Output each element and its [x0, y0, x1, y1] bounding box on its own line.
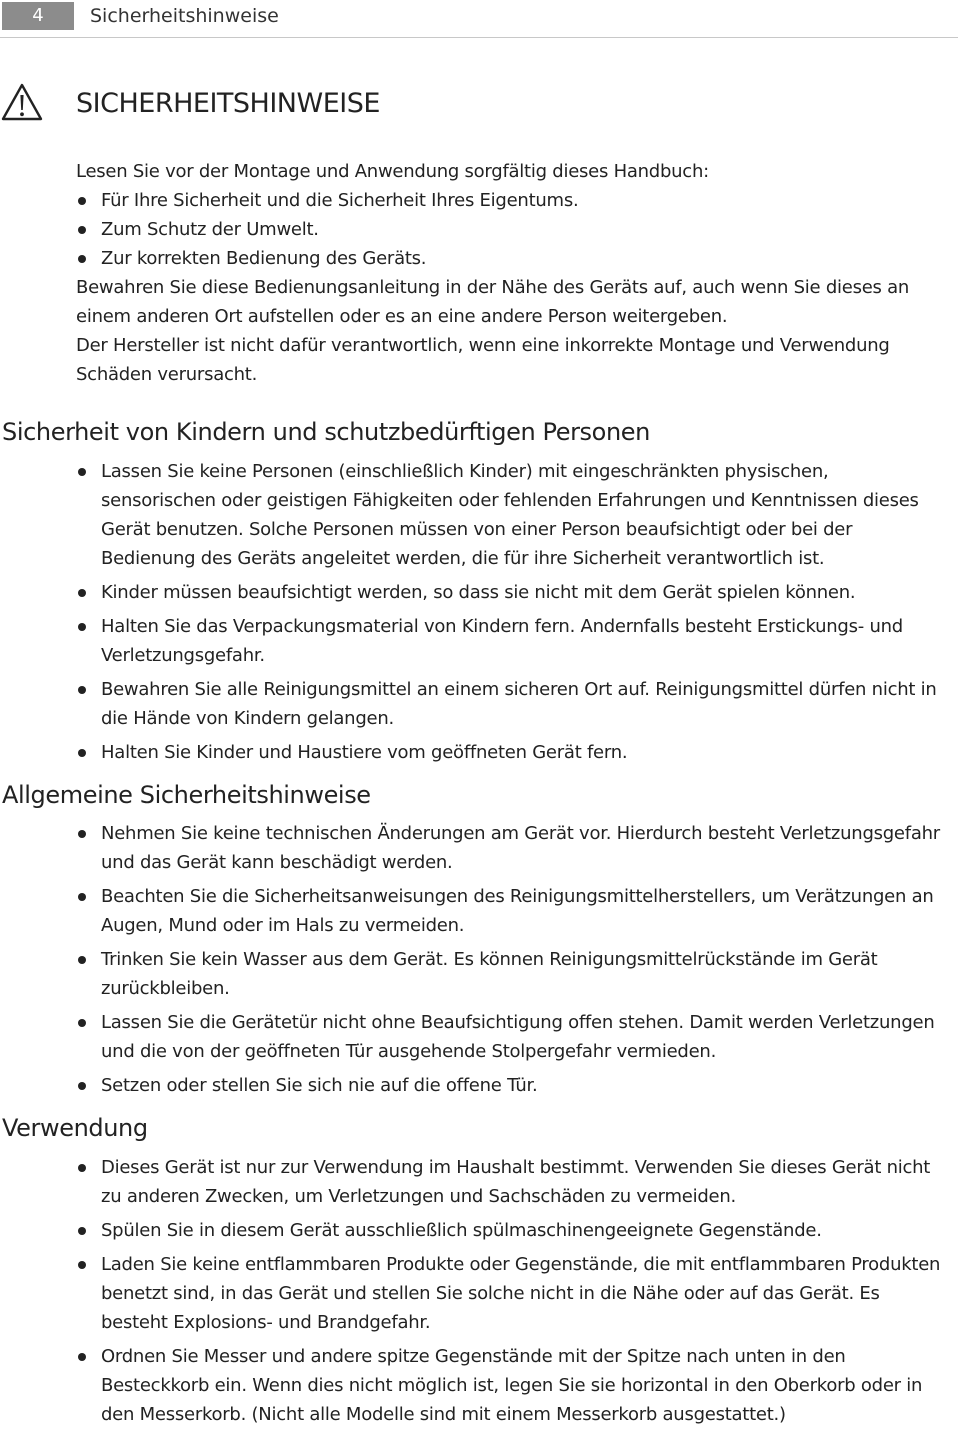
- intro-paragraph: Bewahren Sie diese Bedienungsanleitung in der Nähe des Geräts auf, auch wenn Sie dieses an einem anderen Ort aufstellen oder es an eine andere Person weitergeben.: [76, 277, 910, 327]
- list-item: Bewahren Sie alle Reinigungsmittel an einem sicheren Ort auf. Reinigungsmittel dürfen nicht in die Hände von Kindern gelangen.: [76, 675, 946, 733]
- bullet-icon: [78, 589, 86, 597]
- bullet-icon: [78, 956, 86, 964]
- list-item: Dieses Gerät ist nur zur Verwendung im Haushalt bestimmt. Verwenden Sie dieses Gerät nicht zu anderen Zwecken, um Verletzungen und Sachschäden zu vermeiden.: [76, 1153, 946, 1211]
- intro-block: [76, 157, 946, 389]
- bullet-icon: [78, 197, 86, 205]
- list-item: Laden Sie keine entflammbaren Produkte oder Gegenstände, die mit entflammbaren Produkten benetzt sind, in das Gerät und stellen Sie solche nicht in die Nähe oder auf das Gerät. Es besteht Explosions- und Brandgefahr.: [76, 1250, 946, 1337]
- bullet-icon: [78, 686, 86, 694]
- bullet-list: [76, 457, 946, 767]
- page-header: [0, 0, 960, 32]
- header-title: Sicherheitshinweise: [90, 5, 279, 27]
- bullet-icon: [78, 1082, 86, 1090]
- bullet-list: [76, 1153, 946, 1429]
- bullet-icon: [78, 468, 86, 476]
- bullet-icon: [78, 893, 86, 901]
- list-item: Halten Sie Kinder und Haustiere vom geöffneten Gerät fern.: [76, 738, 946, 767]
- intro-paragraph: Der Hersteller ist nicht dafür verantwortlich, wenn eine inkorrekte Montage und Verwendung Schäden verursacht.: [76, 335, 890, 385]
- intro-bullet-list: [76, 186, 946, 273]
- list-item: Lassen Sie die Gerätetür nicht ohne Beaufsichtigung offen stehen. Damit werden Verletzungen und die von der geöffneten Tür ausgehende Stolpergefahr vermieden.: [76, 1008, 946, 1066]
- bullet-icon: [78, 1261, 86, 1269]
- bullet-icon: [78, 226, 86, 234]
- list-item: Halten Sie das Verpackungsmaterial von Kindern fern. Andernfalls besteht Erstickungs- und Verletzungsgefahr.: [76, 612, 946, 670]
- bullet-icon: [78, 749, 86, 757]
- section-allgemein: [76, 819, 946, 1105]
- section-verwendung: [76, 1153, 946, 1434]
- list-item: Für Ihre Sicherheit und die Sicherheit Ihres Eigentums.: [76, 186, 946, 215]
- list-item: Spülen Sie in diesem Gerät ausschließlich spülmaschinengeeignete Gegenstände.: [76, 1216, 946, 1245]
- bullet-icon: [78, 1353, 86, 1361]
- bullet-icon: [78, 830, 86, 838]
- page-number: 4: [2, 2, 74, 30]
- header-divider: [0, 37, 958, 38]
- list-item: Trinken Sie kein Wasser aus dem Gerät. Es können Reinigungsmittelrückstände im Gerät zurückbleiben.: [76, 945, 946, 1003]
- list-item: Lassen Sie keine Personen (einschließlich Kinder) mit eingeschränkten physischen, sensorischen oder geistigen Fähigkeiten oder fehlenden Erfahrungen und Kenntnissen dieses Gerät benutzen. Solche Personen müssen von einer Person beaufsichtigt oder bei der Bedienung des Geräts angeleitet werden, die für ihre Sicherheit verantwortlich ist.: [76, 457, 946, 573]
- section-kinder: [76, 457, 946, 772]
- warning-triangle-icon: [0, 82, 44, 122]
- bullet-icon: [78, 1227, 86, 1235]
- section-heading-allgemein: Allgemeine Sicherheitshinweise: [2, 781, 371, 809]
- main-title: SICHERHEITSHINWEISE: [76, 88, 380, 119]
- bullet-icon: [78, 623, 86, 631]
- list-item: Setzen oder stellen Sie sich nie auf die offene Tür.: [76, 1071, 946, 1100]
- section-heading-verwendung: Verwendung: [2, 1114, 148, 1142]
- intro-lead: Lesen Sie vor der Montage und Anwendung sorgfältig dieses Handbuch:: [76, 161, 709, 182]
- list-item: Beachten Sie die Sicherheitsanweisungen des Reinigungsmittelherstellers, um Verätzungen an Augen, Mund oder im Hals zu vermeiden.: [76, 882, 946, 940]
- list-item: Zum Schutz der Umwelt.: [76, 215, 946, 244]
- list-item: Zur korrekten Bedienung des Geräts.: [76, 244, 946, 273]
- bullet-icon: [78, 255, 86, 263]
- bullet-list: [76, 819, 946, 1100]
- list-item: Ordnen Sie Messer und andere spitze Gegenstände mit der Spitze nach unten in den Besteckkorb ein. Wenn dies nicht möglich ist, legen Sie sie horizontal in den Oberkorb oder in den Messerkorb. (Nicht alle Modelle sind mit einem Messerkorb ausgestattet.): [76, 1342, 946, 1429]
- list-item: Kinder müssen beaufsichtigt werden, so dass sie nicht mit dem Gerät spielen können.: [76, 578, 946, 607]
- bullet-icon: [78, 1019, 86, 1027]
- list-item: Nehmen Sie keine technischen Änderungen am Gerät vor. Hierdurch besteht Verletzungsgefahr und das Gerät kann beschädigt werden.: [76, 819, 946, 877]
- bullet-icon: [78, 1164, 86, 1172]
- section-heading-kinder: Sicherheit von Kindern und schutzbedürftigen Personen: [2, 418, 650, 446]
